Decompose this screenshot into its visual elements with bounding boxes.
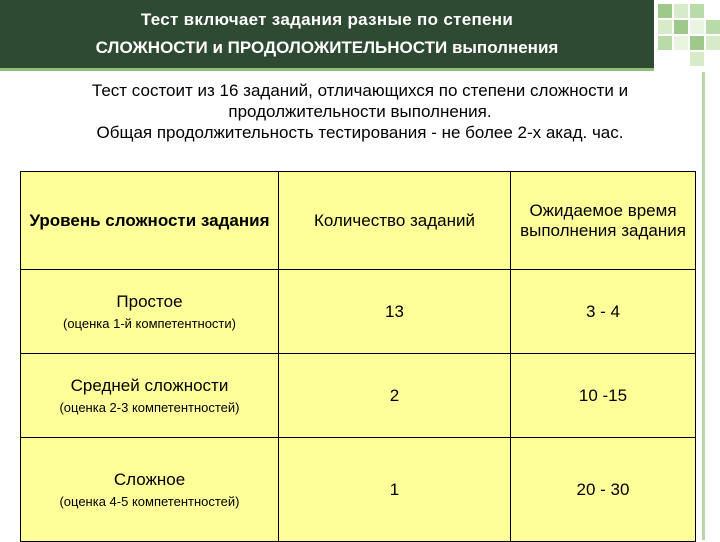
intro-paragraph-2: Общая продолжительность тестирования - не более 2-х акад. час. [96,123,624,142]
count-cell: 1 [279,438,511,542]
slide-title-line-1: Тест включает задания разные по степени [140,10,514,29]
time-cell: 10 -15 [511,354,696,438]
decorative-vertical-line [702,72,705,540]
decorative-squares [656,0,720,72]
table-row [21,354,696,438]
intro-paragraph-1: Тест состоит из 16 заданий, отличающихся по степени сложности и продолжительности выполнения. [91,81,629,121]
slide-title-line-2: СЛОЖНОСТИ и ПРОДОЛОЖИТЕЛЬНОСТИ выполнения [95,38,559,57]
slide-title-bar [0,0,654,71]
level-note: (оценка 4-5 компетентностей) [59,494,240,509]
header-count: Количество заданий [279,172,511,270]
level-name: Сложное [113,470,186,489]
difficulty-table [20,171,696,542]
level-cell [21,354,279,438]
level-cell [21,438,279,542]
intro-text [20,80,700,143]
time-cell: 20 - 30 [511,438,696,542]
header-level: Уровень сложности задания [21,172,279,270]
count-cell: 2 [279,354,511,438]
time-cell: 3 - 4 [511,270,696,354]
level-cell [21,270,279,354]
level-note: (оценка 1-й компетентности) [63,316,236,331]
table-row [21,438,696,542]
count-cell: 13 [279,270,511,354]
level-name: Средней сложности [70,376,229,395]
header-time: Ожидаемое время выполнения задания [511,172,696,270]
level-note: (оценка 2-3 компетентностей) [59,400,240,415]
level-name: Простое [116,292,183,311]
table-header-row [21,172,696,270]
table-row [21,270,696,354]
